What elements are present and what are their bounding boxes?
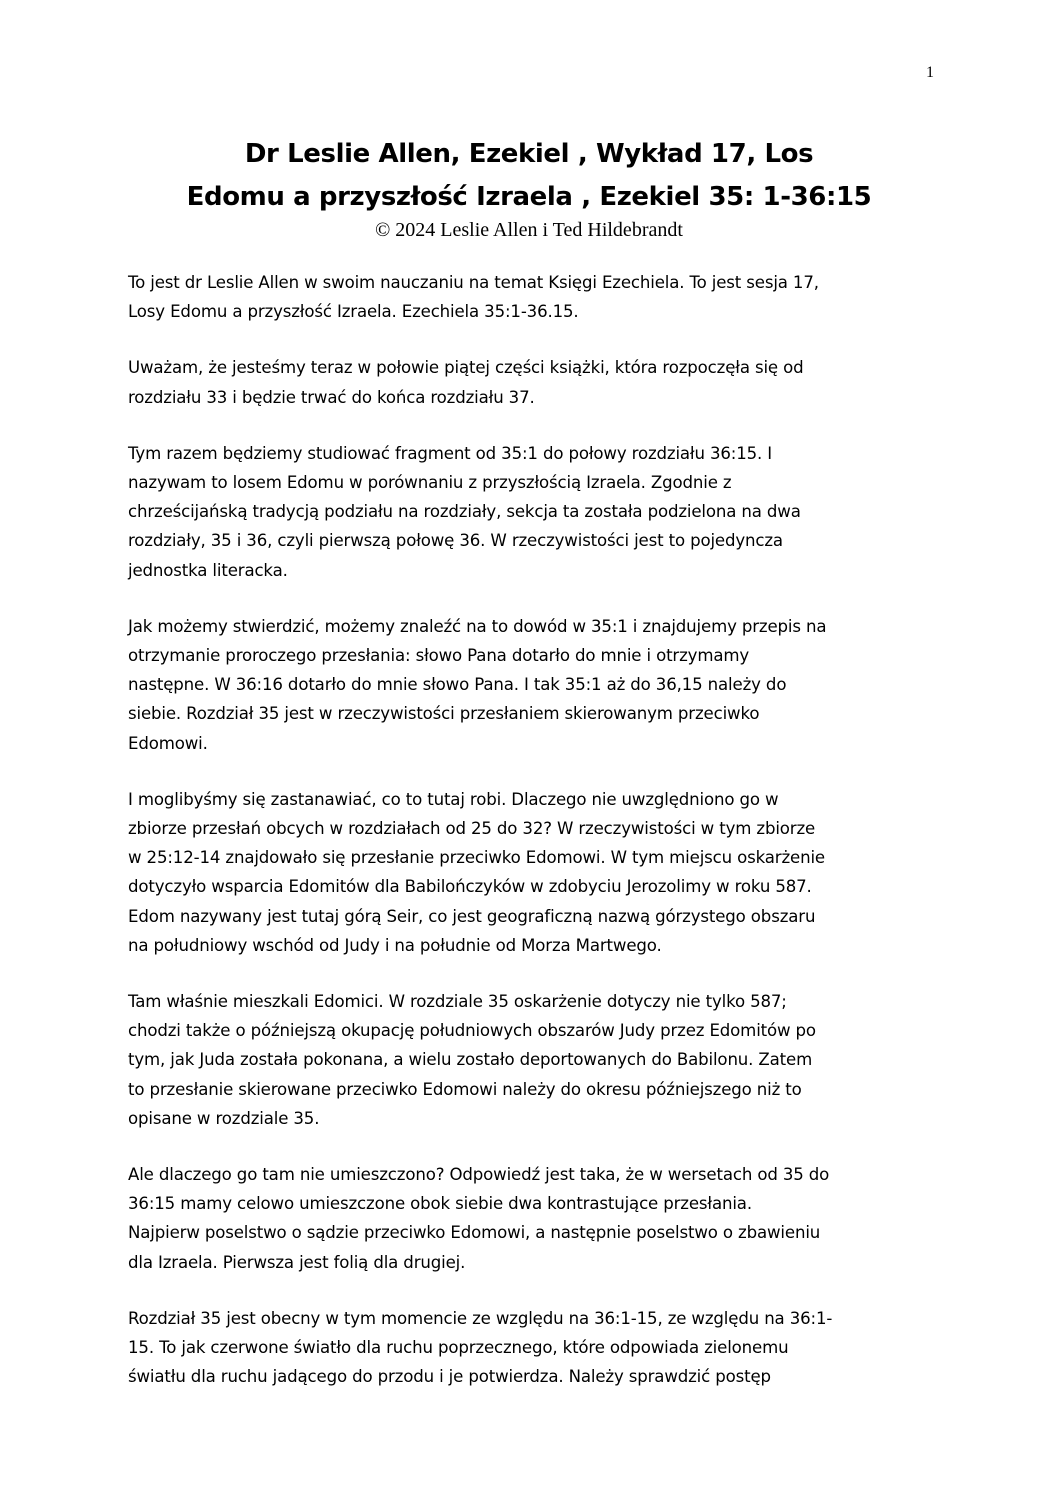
- page-title-line-1: Dr Leslie Allen, Ezekiel , Wykład 17, Los: [244, 139, 814, 169]
- text-line: tym, jak Juda została pokonana, a wielu zostało deportowanych do Babilonu. Zatem: [128, 1050, 813, 1070]
- text-line: zbiorze przesłań obcych w rozdziałach od 25 do 32? W rzeczywistości w tym zbiorze: [128, 819, 816, 839]
- text-line: Edomowi.: [128, 733, 208, 753]
- paragraph-1: [128, 268, 936, 326]
- paragraph-4: [128, 612, 936, 758]
- text-line: jednostka literacka.: [128, 560, 288, 580]
- document-header: [120, 133, 938, 243]
- text-line: opisane w rozdziale 35.: [128, 1108, 320, 1128]
- text-line: rozdziały, 35 i 36, czyli pierwszą połowę 36. W rzeczywistości jest to pojedyncza: [128, 531, 783, 551]
- text-line: to przesłanie skierowane przeciwko Edomowi należy do okresu późniejszego niż to: [128, 1079, 802, 1099]
- text-line: dotyczyło wsparcia Edomitów dla Babilończyków w zdobyciu Jerozolimy w roku 587.: [128, 877, 812, 897]
- text-line: rozdziału 33 i będzie trwać do końca rozdziału 37.: [128, 387, 535, 407]
- text-line: Jak możemy stwierdzić, możemy znaleźć na to dowód w 35:1 i znajdujemy przepis na: [128, 616, 827, 636]
- text-line: Rozdział 35 jest obecny w tym momencie ze względu na 36:1-15, ze względu na 36:1-: [128, 1308, 833, 1328]
- text-line: Ale dlaczego go tam nie umieszczono? Odpowiedź jest taka, że w wersetach od 35 do: [128, 1165, 830, 1185]
- page-number: 1: [926, 64, 934, 81]
- paragraph-3: [128, 439, 936, 585]
- text-line: To jest dr Leslie Allen w swoim nauczaniu na temat Księgi Ezechiela. To jest sesja 17,: [128, 273, 819, 292]
- text-line: na południowy wschód od Judy i na południe od Morza Martwego.: [128, 935, 662, 955]
- paragraph-7: [128, 1160, 936, 1277]
- document-body: [128, 268, 936, 1419]
- text-line: Edom nazywany jest tutaj górą Seir, co jest geograficzną nazwą górzystego obszaru: [128, 906, 816, 926]
- text-line: Tym razem będziemy studiować fragment od 35:1 do połowy rozdziału 36:15. I: [128, 443, 773, 463]
- text-line: chrześcijańską tradycją podziału na rozdziały, sekcja ta została podzielona na dwa: [128, 502, 801, 522]
- text-line: Najpierw poselstwo o sądzie przeciwko Edomowi, a następnie poselstwo o zbawieniu: [128, 1223, 821, 1243]
- text-line: otrzymanie proroczego przesłania: słowo Pana dotarło do mnie i otrzymamy: [128, 646, 750, 666]
- text-line: siebie. Rozdział 35 jest w rzeczywistości przesłaniem skierowanym przeciwko: [128, 704, 760, 724]
- text-line: Losy Edomu a przyszłość Izraela. Ezechiela 35:1-36.15.: [128, 302, 579, 322]
- copyright-notice: © 2024 Leslie Allen i Ted Hildebrandt: [375, 219, 683, 241]
- text-line: dla Izraela. Pierwsza jest folią dla drugiej.: [128, 1252, 466, 1272]
- paragraph-2: [128, 353, 936, 411]
- paragraph-6: [128, 987, 936, 1133]
- text-line: Uważam, że jesteśmy teraz w połowie piątej części książki, która rozpoczęła się od: [128, 358, 804, 378]
- text-line: w 25:12-14 znajdowało się przesłanie przeciwko Edomowi. W tym miejscu oskarżenie: [128, 848, 825, 868]
- page-title-line-2: Edomu a przyszłość Izraela , Ezekiel 35: 1-36:15: [186, 182, 872, 212]
- text-line: Tam właśnie mieszkali Edomici. W rozdziale 35 oskarżenie dotyczy nie tylko 587;: [128, 992, 787, 1012]
- paragraph-5: [128, 785, 936, 960]
- text-line: 36:15 mamy celowo umieszczone obok siebie dwa kontrastujące przesłania.: [128, 1194, 752, 1214]
- text-line: światłu dla ruchu jadącego do przodu i je potwierdza. Należy sprawdzić postęp: [128, 1367, 771, 1387]
- text-line: nazywam to losem Edomu w porównaniu z przyszłością Izraela. Zgodnie z: [128, 473, 732, 493]
- text-line: 15. To jak czerwone światło dla ruchu poprzecznego, które odpowiada zielonemu: [128, 1338, 789, 1358]
- text-line: chodzi także o późniejszą okupację południowych obszarów Judy przez Edomitów po: [128, 1021, 816, 1041]
- text-line: następne. W 36:16 dotarło do mnie słowo Pana. I tak 35:1 aż do 36,15 należy do: [128, 675, 787, 695]
- text-line: I moglibyśmy się zastanawiać, co to tutaj robi. Dlaczego nie uwzględniono go w: [128, 789, 779, 809]
- paragraph-8: [128, 1304, 936, 1392]
